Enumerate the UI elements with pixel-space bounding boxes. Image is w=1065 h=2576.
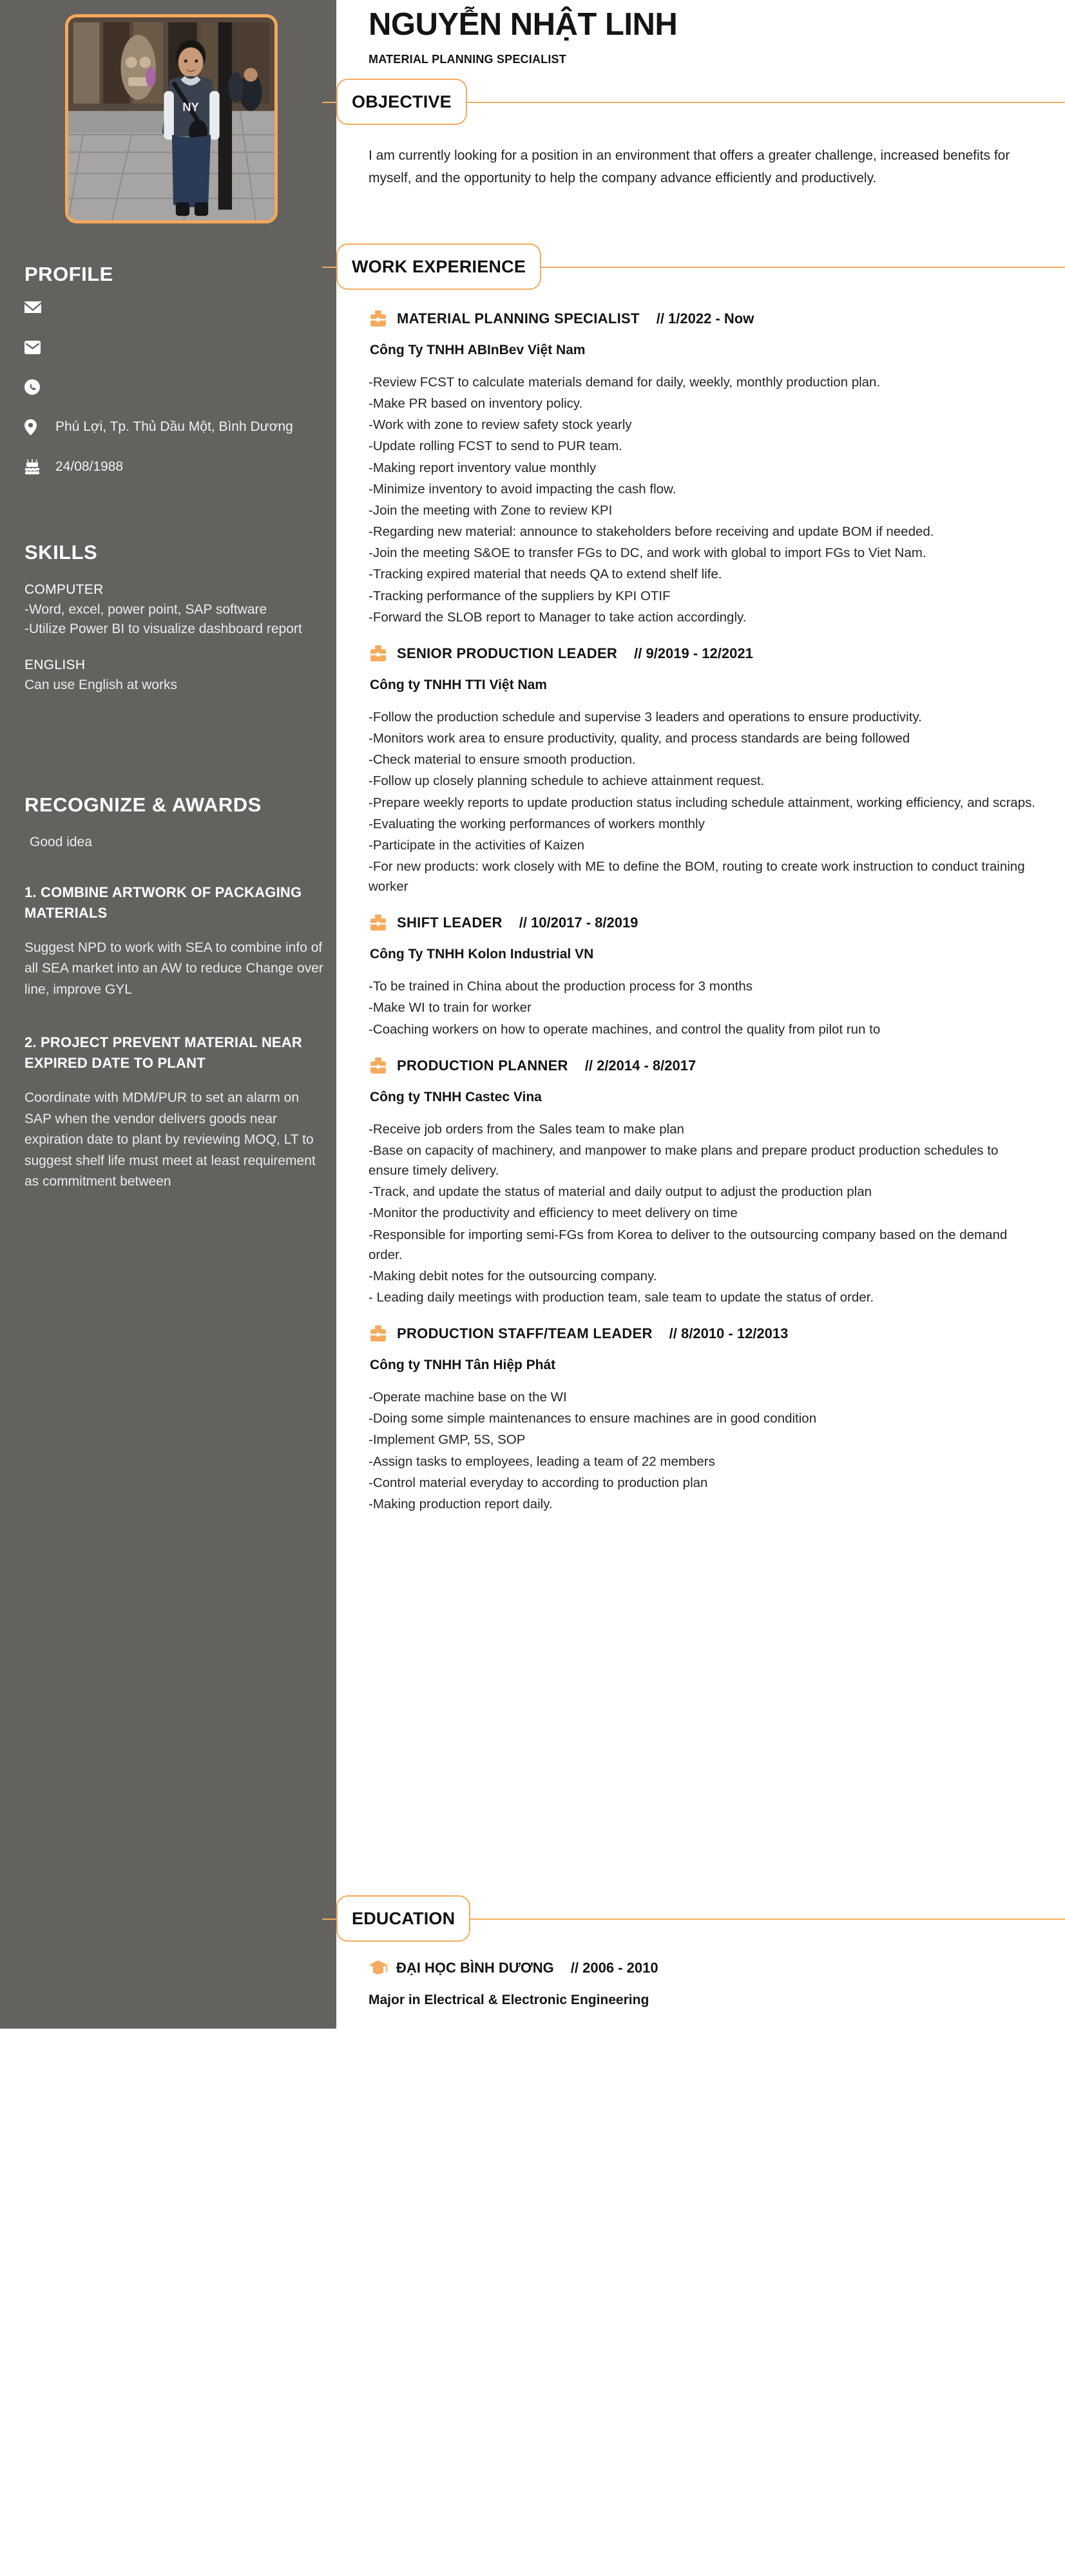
briefcase-icon	[369, 644, 388, 663]
job-title-subtitle: MATERIAL PLANNING SPECIALIST	[369, 53, 566, 66]
job-bullet: -To be trained in China about the production process for 3 months	[369, 979, 753, 994]
birthday-cake-icon	[24, 457, 46, 477]
skill-line: Can use English at works	[24, 677, 177, 692]
objective-section-header	[322, 79, 1065, 125]
graduation-cap-icon	[369, 1959, 388, 1977]
job-bullet: -Receive job orders from the Sales team to make plan	[369, 1121, 684, 1137]
education-school: ĐẠI HỌC BÌNH DƯƠNG	[396, 1960, 554, 1976]
job-bullet: -Implement GMP, 5S, SOP	[369, 1432, 526, 1448]
job-bullet: -Tracking performance of the suppliers by KPI OTIF	[369, 588, 671, 603]
contact-row-address	[24, 417, 321, 437]
job-bullet: -Follow up closely planning schedule to achieve attainment request.	[369, 773, 765, 789]
work-experience-list	[369, 309, 1039, 1531]
job-bullets	[369, 707, 1039, 896]
svg-text:NY: NY	[182, 100, 199, 114]
job-role: PRODUCTION STAFF/TEAM LEADER	[397, 1325, 653, 1342]
job-bullet: -Coaching workers on how to operate machines, and control the quality from pilot run to	[369, 1021, 881, 1037]
job-dates: // 10/2017 - 8/2019	[519, 914, 638, 931]
contact-row-email-open	[24, 298, 321, 317]
sidebar	[0, 0, 336, 2029]
job-bullet: -Base on capacity of machinery, and manpower to make plans and prepare product production schedules to ensure timely delivery.	[369, 1142, 999, 1179]
job-bullet: -Participate in the activities of Kaizen	[369, 837, 584, 853]
skill-group-computer	[24, 582, 327, 639]
job-bullet: -Make WI to train for worker	[369, 1000, 532, 1016]
job-company: Công ty TNHH TTI Việt Nam	[370, 677, 547, 692]
job-dates: // 8/2010 - 12/2013	[669, 1325, 789, 1342]
awards-note: Good idea	[30, 835, 92, 849]
education-list	[369, 1959, 1039, 2008]
job-bullet: -Monitors work area to ensure productivity, quality, and process standards are being followed	[369, 731, 910, 746]
job-bullet: -Assign tasks to employees, leading a team of 22 members	[369, 1454, 715, 1469]
skills-heading: SKILLS	[24, 541, 98, 564]
job-bullet: -Control material everyday to according to production plan	[369, 1475, 708, 1490]
skill-line: -Word, excel, power point, SAP software	[24, 602, 267, 617]
job-company: Công ty TNHH Tân Hiệp Phát	[370, 1358, 556, 1373]
job-entry	[369, 913, 1039, 1039]
job-bullets	[369, 372, 1039, 627]
job-role: MATERIAL PLANNING SPECIALIST	[397, 310, 640, 327]
job-bullet: -Making debit notes for the outsourcing company.	[369, 1268, 657, 1283]
job-bullet: -Work with zone to review safety stock yearly	[369, 417, 632, 433]
mail-icon	[24, 337, 46, 357]
job-header	[369, 309, 1039, 328]
job-bullets	[369, 1119, 1039, 1307]
job-dates: // 2/2014 - 8/2017	[584, 1057, 696, 1074]
page-title: NGUYỄN NHẬT LINH	[369, 7, 678, 42]
job-bullet: -Prepare weekly reports to update production status including schedule attainment, working efficiency, and scraps.	[369, 795, 1036, 810]
phone-icon	[24, 377, 46, 397]
job-bullet: -Forward the SLOB report to Manager to take action accordingly.	[369, 609, 747, 625]
briefcase-icon	[369, 1056, 388, 1075]
job-company: Công Ty TNHH ABInBev Việt Nam	[370, 343, 586, 357]
job-company: Công Ty TNHH Kolon Industrial VN	[370, 947, 594, 962]
job-bullet: -Make PR based on inventory policy.	[369, 396, 583, 412]
contact-address-value: Phú Lợi, Tp. Thủ Dầu Một, Bình Dương	[55, 419, 293, 434]
job-bullet: -For new products: work closely with ME to define the BOM, routing to create work instruction to conduct training worker	[369, 858, 1025, 895]
awards-section	[24, 793, 327, 1193]
job-entry	[369, 644, 1039, 896]
job-bullet: -Making report inventory value monthly	[369, 460, 597, 475]
awards-heading: RECOGNIZE & AWARDS	[24, 793, 262, 816]
job-role: PRODUCTION PLANNER	[397, 1057, 568, 1074]
job-bullet: -Join the meeting with Zone to review KPI	[369, 502, 613, 518]
job-dates: // 9/2019 - 12/2021	[634, 645, 753, 661]
education-section-label: EDUCATION	[336, 1895, 470, 1942]
education-header	[369, 1959, 1039, 1977]
education-major: Major in Electrical & Electronic Engineering	[369, 1993, 649, 2007]
job-bullet: - Leading daily meetings with production team, sale team to update the status of order.	[369, 1290, 874, 1305]
education-section-header	[322, 1895, 1065, 1942]
job-bullet: -Check material to ensure smooth production.	[369, 752, 636, 768]
job-bullet: -Responsible for importing semi-FGs from Korea to deliver to the outsourcing company based on the demand order.	[369, 1227, 1008, 1262]
job-header	[369, 913, 1039, 933]
work-experience-section-header	[322, 243, 1065, 290]
award-title: 2. PROJECT PREVENT MATERIAL NEAR EXPIRED DATE TO PLANT	[24, 1034, 302, 1072]
job-company: Công ty TNHH Castec Vina	[370, 1089, 542, 1104]
work-experience-section-label: WORK EXPERIENCE	[336, 243, 541, 290]
job-bullet: -Review FCST to calculate materials demand for daily, weekly, monthly production plan.	[369, 375, 881, 390]
profile-section	[24, 263, 321, 477]
objective-text: I am currently looking for a position in an environment that offers a greater challenge, increased benefits for myself, and the opportunity to help the company advance efficiently and productively.	[369, 148, 1010, 185]
contact-row-phone	[24, 377, 321, 397]
skill-group-english	[24, 658, 327, 695]
job-bullet: -Follow the production schedule and supervise 3 leaders and operations to ensure productivity.	[369, 709, 922, 724]
profile-photo	[65, 14, 278, 223]
briefcase-icon	[369, 913, 388, 933]
award-item	[24, 882, 327, 1000]
job-bullet: -Operate machine base on the WI	[369, 1390, 567, 1405]
job-entry	[369, 309, 1039, 627]
job-bullet: -Regarding new material: announce to stakeholders before receiving and update BOM if needed.	[369, 524, 934, 540]
envelope-open-icon	[24, 298, 46, 317]
skill-category-label: ENGLISH	[24, 657, 86, 672]
job-bullet: -Doing some simple maintenances to ensure machines are in good condition	[369, 1411, 817, 1426]
award-item	[24, 1032, 327, 1193]
contact-birthday-value: 24/08/1988	[55, 459, 124, 474]
job-bullets	[369, 976, 1039, 1039]
job-bullets	[369, 1387, 1039, 1514]
education-entry	[369, 1959, 1039, 2008]
profile-photo-image	[68, 17, 274, 220]
award-body: Suggest NPD to work with SEA to combine info of all SEA market into an AW to reduce Change over line, improve GYL	[24, 940, 323, 997]
job-bullet: -Track, and update the status of material and daily output to adjust the production plan	[369, 1184, 872, 1200]
job-bullet: -Making production report daily.	[369, 1496, 553, 1511]
job-header	[369, 644, 1039, 663]
job-bullet: -Tracking expired material that needs QA to extend shelf life.	[369, 567, 722, 582]
job-header	[369, 1056, 1039, 1075]
contact-row-mail	[24, 337, 321, 357]
briefcase-icon	[369, 1324, 388, 1343]
profile-heading: PROFILE	[24, 263, 113, 285]
job-entry	[369, 1324, 1039, 1514]
job-bullet: -Evaluating the working performances of workers monthly	[369, 816, 705, 831]
briefcase-icon	[369, 309, 388, 328]
objective-section-label: OBJECTIVE	[336, 79, 467, 125]
award-body: Coordinate with MDM/PUR to set an alarm on SAP when the vendor delivers goods near expiration date to plant by reviewing MOQ, LT to suggest shelf life must meet at least requirement as commitment between	[24, 1090, 316, 1189]
job-bullet: -Monitor the productivity and efficiency to meet delivery on time	[369, 1206, 738, 1221]
job-dates: // 1/2022 - Now	[656, 310, 754, 327]
job-role: SENIOR PRODUCTION LEADER	[397, 645, 618, 661]
contact-row-birthday	[24, 457, 321, 477]
job-role: SHIFT LEADER	[397, 914, 503, 931]
skill-category-label: COMPUTER	[24, 582, 104, 597]
skills-section	[24, 541, 327, 695]
education-dates: // 2006 - 2010	[570, 1960, 658, 1976]
job-bullet: -Minimize inventory to avoid impacting the cash flow.	[369, 481, 676, 497]
job-header	[369, 1324, 1039, 1343]
job-bullet: -Update rolling FCST to send to PUR team.	[369, 439, 622, 454]
location-pin-icon	[24, 417, 46, 437]
skill-line: -Utilize Power BI to visualize dashboard report	[24, 621, 302, 637]
main-content	[336, 0, 1065, 2029]
job-bullet: -Join the meeting S&OE to transfer FGs to DC, and work with global to import FGs to Viet Nam.	[369, 545, 926, 561]
job-entry	[369, 1056, 1039, 1307]
award-title: 1. COMBINE ARTWORK OF PACKAGING MATERIALS	[24, 884, 302, 921]
